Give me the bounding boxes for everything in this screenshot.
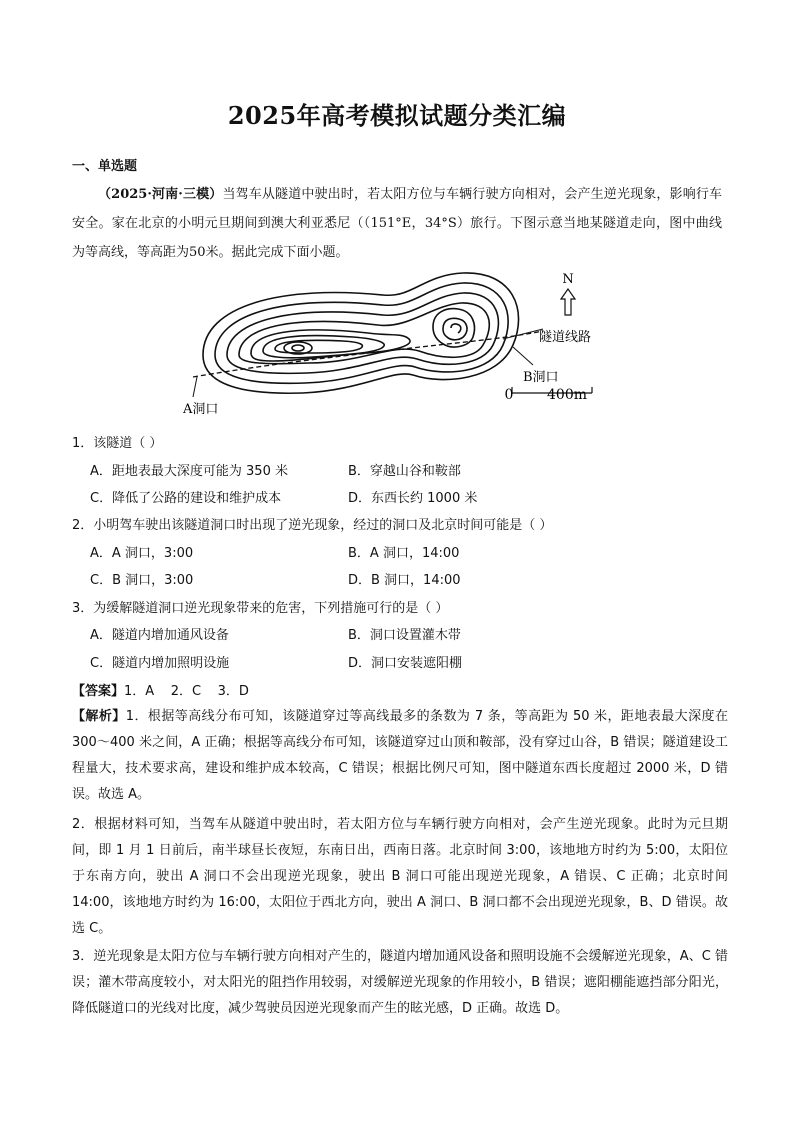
q3-option-c: C．隧道内增加照明设施 xyxy=(90,656,230,671)
page-title: 2025年高考模拟试题分类汇编 xyxy=(227,101,567,130)
q3-option-a: A．隧道内增加通风设备 xyxy=(90,628,229,643)
route-leader-line xyxy=(503,329,543,339)
q2-option-a: A．A 洞口，3:00 xyxy=(90,546,194,561)
intro-text: 当驾车从隧道中驶出时，若太阳方位与车辆行驶方向相对，会产生逆光现象，影响行车安全。家在北京的小明元旦期间到澳大利亚悉尼（（151°E，34°S）旅行。下图示意当地某隧道走向，图中曲线为等高线，等高距为50米。据此完成下面小题。 xyxy=(72,187,722,260)
contour-map xyxy=(183,265,623,425)
answer-line xyxy=(72,680,249,699)
contour-map-figure xyxy=(183,265,623,425)
explanation-paragraph-1 xyxy=(72,704,728,808)
q2-option-b: B．A 洞口，14:00 xyxy=(348,546,460,561)
question-2-stem: 2．小明驾车驶出该隧道洞口时出现了逆光现象，经过的洞口及北京时间可能是（ ） xyxy=(72,518,553,533)
answer-text: 1．A 2．C 3．D xyxy=(124,684,249,699)
q3-option-b: B．洞口设置灌木带 xyxy=(348,628,461,643)
svg-text:N: N xyxy=(562,272,574,287)
q3-option-d: D．洞口安装遮阳棚 xyxy=(348,656,463,671)
q1-option-c: C．降低了公路的建设和维护成本 xyxy=(90,491,282,506)
svg-text:400m: 400m xyxy=(547,387,587,403)
question-1-stem: 1．该隧道（ ） xyxy=(72,436,163,451)
q2-option-d: D．B 洞口，14:00 xyxy=(348,573,461,588)
route-label: 隧道线路 xyxy=(539,330,592,345)
a-entrance-label: A洞口 xyxy=(183,402,219,417)
scale-bar xyxy=(505,387,592,403)
svg-text:0: 0 xyxy=(504,387,514,403)
north-arrow-icon xyxy=(561,272,575,315)
contour-lines xyxy=(203,273,519,393)
answer-label: 【答案】 xyxy=(72,684,125,699)
explanation-paragraph-2: 2．根据材料可知，当驾车从隧道中驶出时，若太阳方位与车辆行驶方向相对，会产生逆光现象。此时为元旦期间，即 1 月 1 日前后，南半球昼长夜短，东南日出，西南日落。北京时间 3:00，该地地方时约为 5:00，太阳位于东南方向，驶出 A 洞口不会出现逆光现象，驶出 B 洞口可能出现逆光现象，A 错误、C 正确；北京时间 14:00，该地地方时约为 16:00，太阳位于西北方向，驶出 A 洞口、B 洞口都不会出现逆光现象，B、D 错误。故选 C。 xyxy=(72,817,728,936)
q2-option-c: C．B 洞口，3:00 xyxy=(90,573,194,588)
b-leader-line xyxy=(513,347,533,365)
a-leader-line xyxy=(193,377,197,397)
explanation-paragraph-3: 3．逆光现象是太阳方位与车辆行驶方向相对产生的，隧道内增加通风设备和照明设施不会缓解逆光现象，A、C 错误；灌木带高度较小，对太阳光的阻挡作用较弱，对缓解逆光现象的作用较小，B 错误；遮阳棚能遮挡部分阳光，降低隧道口的光线对比度，减少驾驶员因逆光现象而产生的眩光感，D 正确。故选 D。 xyxy=(72,949,728,1016)
section-heading: 一、单选题 xyxy=(72,159,138,174)
question-source: （2025·河南·三模） xyxy=(98,187,223,202)
explanation-label: 【解析】 xyxy=(72,709,126,724)
b-entrance-label: B洞口 xyxy=(523,370,559,385)
q1-option-a: A．距地表最大深度可能为 350 米 xyxy=(90,464,288,479)
explanation-text-1: 1．根据等高线分布可知，该隧道穿过等高线最多的条数为 7 条，等高距为 50 米，距地表最大深度在 300～400 米之间，A 正确；根据等高线分布可知，该隧道穿过山顶和鞍部，没有穿过山谷，B 错误；隧道建设工程量大，技术要求高，建设和维护成本较高，C 错误；根据比例尺可知，图中隧道东西长度超过 2000 米，D 错误。故选 A。 xyxy=(72,709,728,802)
q1-option-d: D．东西长约 1000 米 xyxy=(348,491,478,506)
question-intro xyxy=(72,180,722,267)
question-3-stem: 3．为缓解隧道洞口逆光现象带来的危害，下列措施可行的是（ ） xyxy=(72,601,449,616)
q1-option-b: B．穿越山谷和鞍部 xyxy=(348,464,461,479)
